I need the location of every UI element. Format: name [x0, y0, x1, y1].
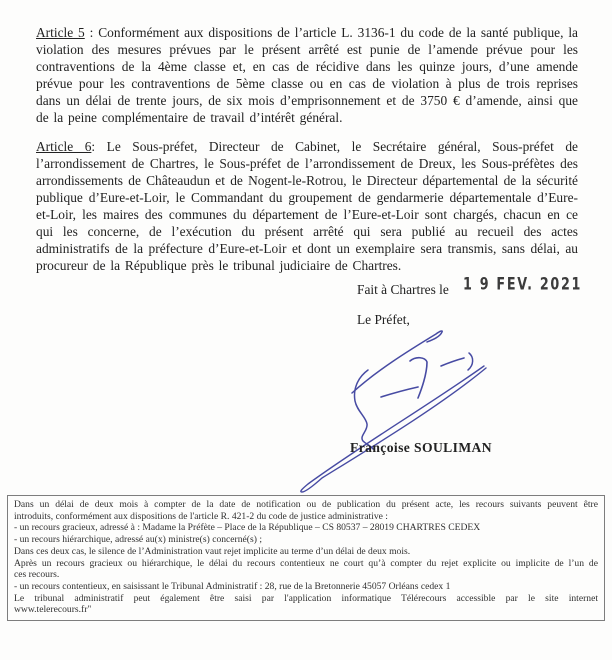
legal-notice-line: introduits, conformément aux dispositions de l'article R. 421-2 du code de justice administrative : [14, 510, 388, 522]
signature-stroke-long-loop [301, 366, 486, 492]
article-6-text: Le Sous-préfet, Directeur de Cabinet, le Secrétaire général, Sous-préfet de l’arrondissement de Chartres, le Sous-préfet de l’arrondissement de Dreux, les Sous-préfètes des arrondissements de Châteaudun et de Nogent-le-Rotrou, le Directeur départemental de la sécurité publique d’Eure-et-Loir, le Commandant du groupement de gendarmerie départementale d’Eure-et-Loir, les maires des communes du département de l’Eure-et-Loir sont chargés, chacun en ce qui les concerne, de l’exécution du présent arrêté qui sera publié au recueil des actes administratifs de la préfecture d’Eure-et-Loir et dont un exemplaire sera transmis, sans délai, au procureur de la République près le tribunal judiciaire de Chartres. [36, 139, 578, 273]
date-stamp: 1 9 FEV. 2021 [463, 274, 583, 295]
legal-notice-line: - un recours contentieux, en saisissant le Tribunal Administratif : 28, rue de la Bretonnerie 45057 Orléans cedex 1 [14, 580, 451, 592]
legal-notice-line: www.telerecours.fr" [14, 604, 92, 616]
legal-notice-line: ces recours. [14, 569, 60, 581]
signatory-title: Le Préfet, [357, 312, 410, 327]
article-6-label: Article 6 [36, 139, 92, 155]
signature-ink [280, 325, 500, 500]
article-5-label: Article 5 [36, 25, 85, 41]
place-and-date-label: Fait à Chartres le [357, 282, 449, 297]
signature-stroke-right-hook [468, 353, 473, 370]
legal-notice-box [7, 495, 605, 621]
legal-notice-line: Dans ces deux cas, le silence de l’Administration vaut rejet implicite au terme d’un délai de deux mois. [14, 545, 411, 557]
article-6-paragraph [36, 139, 578, 274]
article-6-separator: : [91, 139, 107, 155]
legal-notice-line: - un recours hiérarchique, adressé au(x) ministre(s) concerné(s) ; [14, 534, 262, 546]
signatory-name: Françoise SOULIMAN [350, 440, 492, 455]
article-5-text: Conformément aux dispositions de l’article L. 3136-1 du code de la santé publique, la violation des mesures prévues par le présent arrêté est punie de l’amende prévue pour les contraventions de la 4ème classe et, en cas de récidive dans les quinze jours, d’une amende prévue pour les contraventions de 5ème classe ou en cas de violation à plus de trois reprises dans un délai de trente jours, de six mois d’emprisonnement et de 3750 € d’amende, ainsi que de la peine complémentaire de travail d’intérêt général. [36, 25, 578, 125]
legal-notice-line: Dans un délai de deux mois à compter de la date de notification ou de publication du présent acte, les recours suivants peuvent être [14, 499, 598, 510]
legal-notice-line: Le tribunal administratif peut également être saisi par l'application informatique Télérecours accessible par le site internet [14, 592, 598, 604]
legal-notice-line: - un recours gracieux, adressé à : Madame la Préfète – Place de la République – CS 80537 – 28019 CHARTRES CEDEX [14, 522, 481, 534]
legal-notice-line: Après un recours gracieux ou hiérarchique, le délai du recours contentieux ne court qu’à compter du rejet explicite ou implicite de l’un de [14, 557, 598, 569]
signature-stroke-left-wave [355, 370, 373, 449]
signature-stroke-seven-glyph [410, 358, 427, 398]
article-5-separator: : [84, 25, 99, 41]
signature-stroke-top-sweep [352, 331, 442, 393]
article-5-paragraph [36, 25, 578, 126]
signature-stroke-middle-dash [381, 387, 418, 397]
signature-stroke-right-dash [441, 358, 464, 366]
